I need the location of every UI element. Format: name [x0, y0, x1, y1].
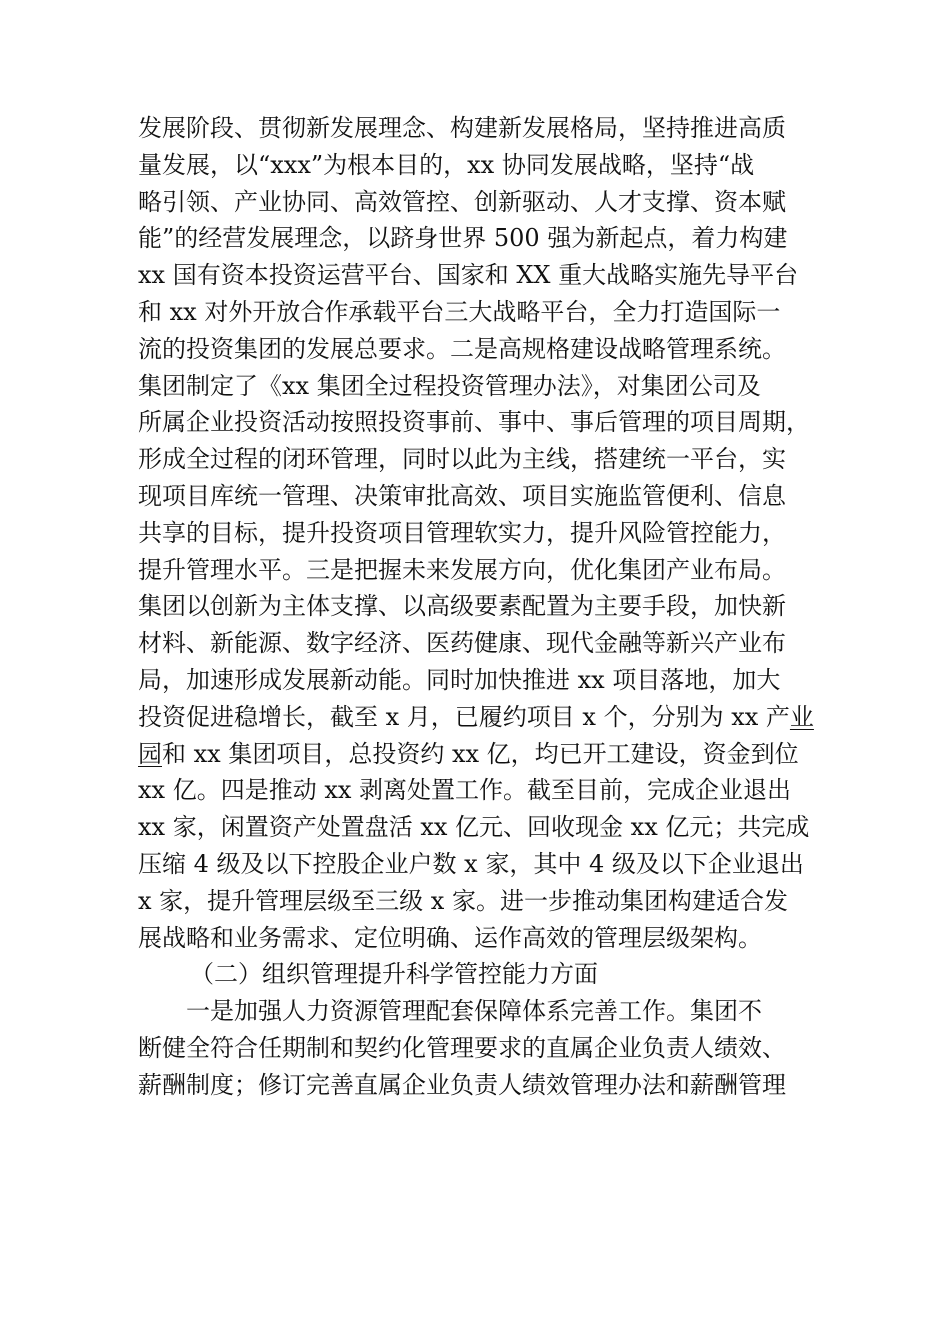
underlined-text: 业 [789, 702, 814, 731]
text-line: 发展阶段、贯彻新发展理念、构建新发展格局，坚持推进高质 [138, 114, 786, 142]
text-line: xx 家，闲置资产处置盘活 xx 亿元、回收现金 xx 亿元；共完成 [138, 813, 810, 842]
text-line: 共享的目标，提升投资项目管理软实力，提升风险管控能力， [138, 518, 786, 547]
underlined-text: 园 [138, 739, 162, 768]
text-line: 量发展，以“xxx”为根本目的，xx 协同发展战略，坚持“战 [138, 150, 755, 179]
text-line: x 家，提升管理层级至三级 x 家。进一步推动集团构建适合发 [138, 886, 788, 915]
text-line: 提升管理水平。三是把握未来发展方向，优化集团产业布局。 [138, 555, 786, 584]
text-segment: 和 xx 集团项目，总投资约 xx 亿，均已开工建设，资金到位 [162, 739, 799, 768]
text-line: 所属企业投资活动按照投资事前、事中、事后管理的项目周期， [138, 408, 810, 437]
text-line: 展战略和业务需求、定位明确、运作高效的管理层级架构。 [138, 923, 762, 952]
text-line: 压缩 4 级及以下控股企业户数 x 家，其中 4 级及以下企业退出 [138, 849, 804, 878]
text-line: 形成全过程的闭环管理，同时以此为主线，搭建统一平台，实 [138, 445, 786, 474]
text-line: 能”的经营发展理念，以跻身世界 500 强为新起点，着力构建 [138, 224, 788, 253]
text-line: 和 xx 对外开放合作承载平台三大战略平台，全力打造国际一 [138, 297, 781, 326]
text-line [138, 699, 858, 736]
text-line: 集团以创新为主体支撑、以高级要素配置为主要手段，加快新 [138, 592, 786, 621]
text-line [138, 736, 858, 773]
document-body [138, 110, 858, 1104]
text-line: 局，加速形成发展新动能。同时加快推进 xx 项目落地，加大 [138, 665, 781, 694]
text-line: xx 亿。四是推动 xx 剥离处置工作。截至目前，完成企业退出 [138, 776, 792, 805]
text-segment: 投资促进稳增长，截至 x 月，已履约项目 x 个，分别为 xx 产 [138, 702, 790, 731]
text-line: 材料、新能源、数字经济、医药健康、现代金融等新兴产业布 [138, 629, 786, 658]
text-line: xx 国有资本投资运营平台、国家和 XX 重大战略实施先导平台 [138, 261, 799, 290]
text-line: 流的投资集团的发展总要求。二是高规格建设战略管理系统。 [138, 334, 786, 363]
text-line: 集团制定了《xx 集团全过程投资管理办法》，对集团公司及 [138, 371, 761, 400]
text-line: 现项目库统一管理、决策审批高效、项目实施监管便利、信息 [138, 481, 786, 510]
text-line: 薪酬制度；修订完善直属企业负责人绩效管理办法和薪酬管理 [138, 1070, 786, 1099]
section-heading: （二）组织管理提升科学管控能力方面 [190, 960, 598, 989]
text-line: 一是加强人力资源管理配套保障体系完善工作。集团不 [186, 997, 762, 1026]
text-line: 断健全符合任期制和契约化管理要求的直属企业负责人绩效、 [138, 1033, 786, 1062]
text-line: 略引领、产业协同、高效管控、创新驱动、人才支撑、资本赋 [138, 187, 786, 216]
